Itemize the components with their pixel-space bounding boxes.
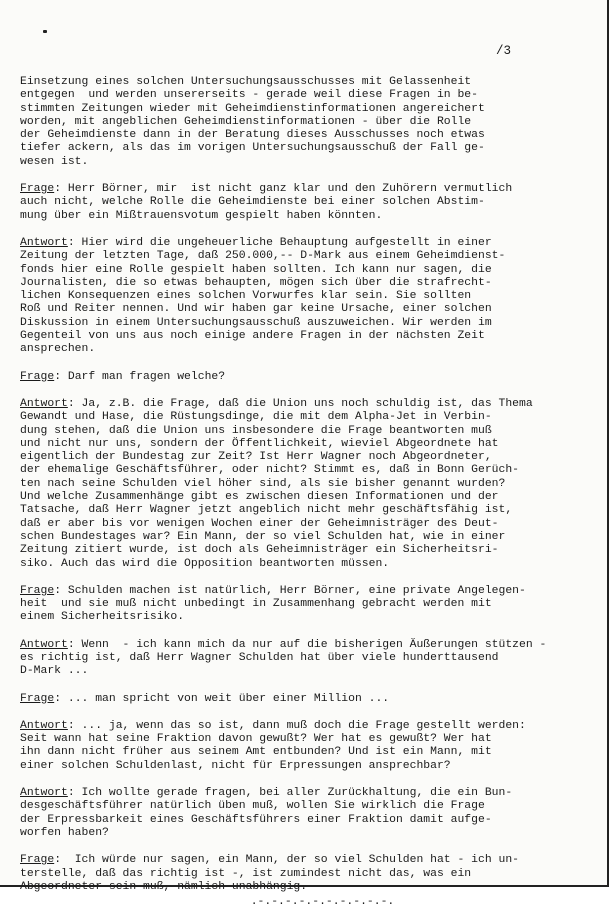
paragraph-antwort [20,720,585,773]
speaker-label: Frage [20,692,55,705]
paragraph-antwort [20,639,585,679]
speaker-label: Frage [20,854,55,867]
paragraph-antwort [20,237,585,357]
paragraph-frage [20,183,585,223]
corner-mark [43,30,47,33]
paragraph-text: : Ich würde nur sagen, ein Mann, der so viel Schulden hat - ich un- terstelle, daß das richtig ist -, ist zumindest nicht das, was ein Abgeordneter sein muß, nämlich unabhängig. [20,854,520,893]
speaker-label: Frage [20,183,55,196]
paragraph-text: : Wenn - ich kann mich da nur auf die bisherigen Äußerungen stützen - es richtig ist, daß Herr Wagner Schulden hat über viele hunderttausend D-Mark ... [20,638,547,678]
paragraph-text: : Darf man fragen welche? [54,370,226,383]
speaker-label: Antwort [20,787,68,800]
paragraph-text: : Ja, z.B. die Frage, daß die Union uns noch schuldig ist, das Thema Gewandt und Hase, die Rüstungsdinge, die mit dem Alpha-Jet in Verbin- dung stehen, daß die Union uns insbesondere die Frage beantworten muß und nicht nur uns, sondern der Öffentlichkeit, wieviel Abgeordnete hat eigentlich der Bundestag zur Zeit? Ist Herr Wagner noch Abgeordneter, der ehemalige Geschäftsführer, oder nicht? Stimmt es, daß in Bonn Gerüch- ten nach seine Schulden viel höher sind, als sie bisher genannt wurden? Und welche Zusammenhänge gibt es zwischen diesen Informationen und der Tatsache, daß Herr Wagner jetzt angeblich nicht mehr geschäftsfähig ist, daß er aber bis vor wenigen Wochen einer der Geheimnisträger des Deut- schen Bundestages war? Ein Mann, der so viel Schulden hat, wie in einer Zeitung zitiert wurde, ist doch als Geheimnisträger ein Sicherheitsri- siko. Auch das wird die Opposition beantworten müssen. [20,397,533,570]
page-number: /3 [495,44,511,58]
paragraph-frage [20,585,585,625]
speaker-label: Frage [20,584,55,597]
speaker-label: Antwort [20,397,68,410]
paragraph-text: : ... ja, wenn das so ist, dann muß doch die Frage gestellt werden: Seit wann hat seine Fraktion davon gewußt? Wer hat es gewußt? Wer hat ihn dann nicht früher aus seinem Amt entbunden? Und ist ein Mann, mit einer solchen Schuldenlast, nicht für Erpressungen ansprechbar? [20,719,526,772]
speaker-label: Antwort [20,719,68,732]
paragraph-text: : Ich wollte gerade fragen, bei aller Zurückhaltung, die ein Bun- desgeschäftsführer natürlich üben muß, wollen Sie wirklich die Frage der Erpressbarkeit eines Geschäftsführers einer Fraktion damit aufge- worfen haben? [20,787,513,839]
paragraph-antwort [20,398,585,571]
paragraph-frage [20,371,585,384]
paragraph-text: : ... man spricht von weit über einer Million ... [54,692,390,705]
transcript-body [20,76,585,909]
speaker-label: Antwort [20,236,68,249]
paragraph-text: : Herr Börner, mir ist nicht ganz klar und den Zuhörern vermutlich auch nicht, welche Rolle die Geheimdienste bei einer solchen Abstim- mung über ein Mißtrauensvotum gespielt haben könnten. [20,183,513,222]
paragraph-text: : Schulden machen ist natürlich, Herr Börner, eine private Angelegen- heit und sie muß nicht unbedingt in Zusammenhang gebracht werden mit einem Sicherheitsrisiko. [20,584,526,624]
paragraph-frage [20,693,585,706]
speaker-label: Frage [20,370,55,383]
speaker-label: Antwort [20,638,68,651]
paragraph-text: : Hier wird die ungeheuerliche Behauptung aufgestellt in einer Zeitung der letzten Tage, daß 250.000,-- D-Mark aus einem Geheimdienst- fonds hier eine Rolle gespielt haben sollten. Ich kann nur sagen, die Journalisten, die so etwas behaupten, mögen sich über die strafrecht- lichen Konsequenzen eines solchen Vorwurfes klar sein. Sie sollten Roß und Reiter nennen. Und wir haben gar keine Ursache, einer solchen Diskussion in einem Untersuchungsausschuß auszuweichen. Wir werden im Gegenteil von uns aus noch einige andere Fragen in der nächsten Zeit ansprechen. [20,236,506,356]
paragraph-frage [20,854,585,894]
paragraph-antwort [20,787,585,840]
intro-paragraph: Einsetzung eines solchen Untersuchungsausschusses mit Gelassenheit entgegen und werden unsererseits - gerade weil diese Fragen in be- stimmten Zeitungen wieder mit Geheimdienstinformationen angereichert worden, mit angeblichen Geheimdienstinformationen - über die Rolle der Geheimdienste dann in der Beratung dieses Ausschusses noch etwas tiefer ackern, als das im vorigen Untersuchungsausschuß der Fall ge- wesen ist. [20,76,485,168]
closing-marker: .-.-.-.-.-.-.-.-.-.-. [250,896,395,909]
